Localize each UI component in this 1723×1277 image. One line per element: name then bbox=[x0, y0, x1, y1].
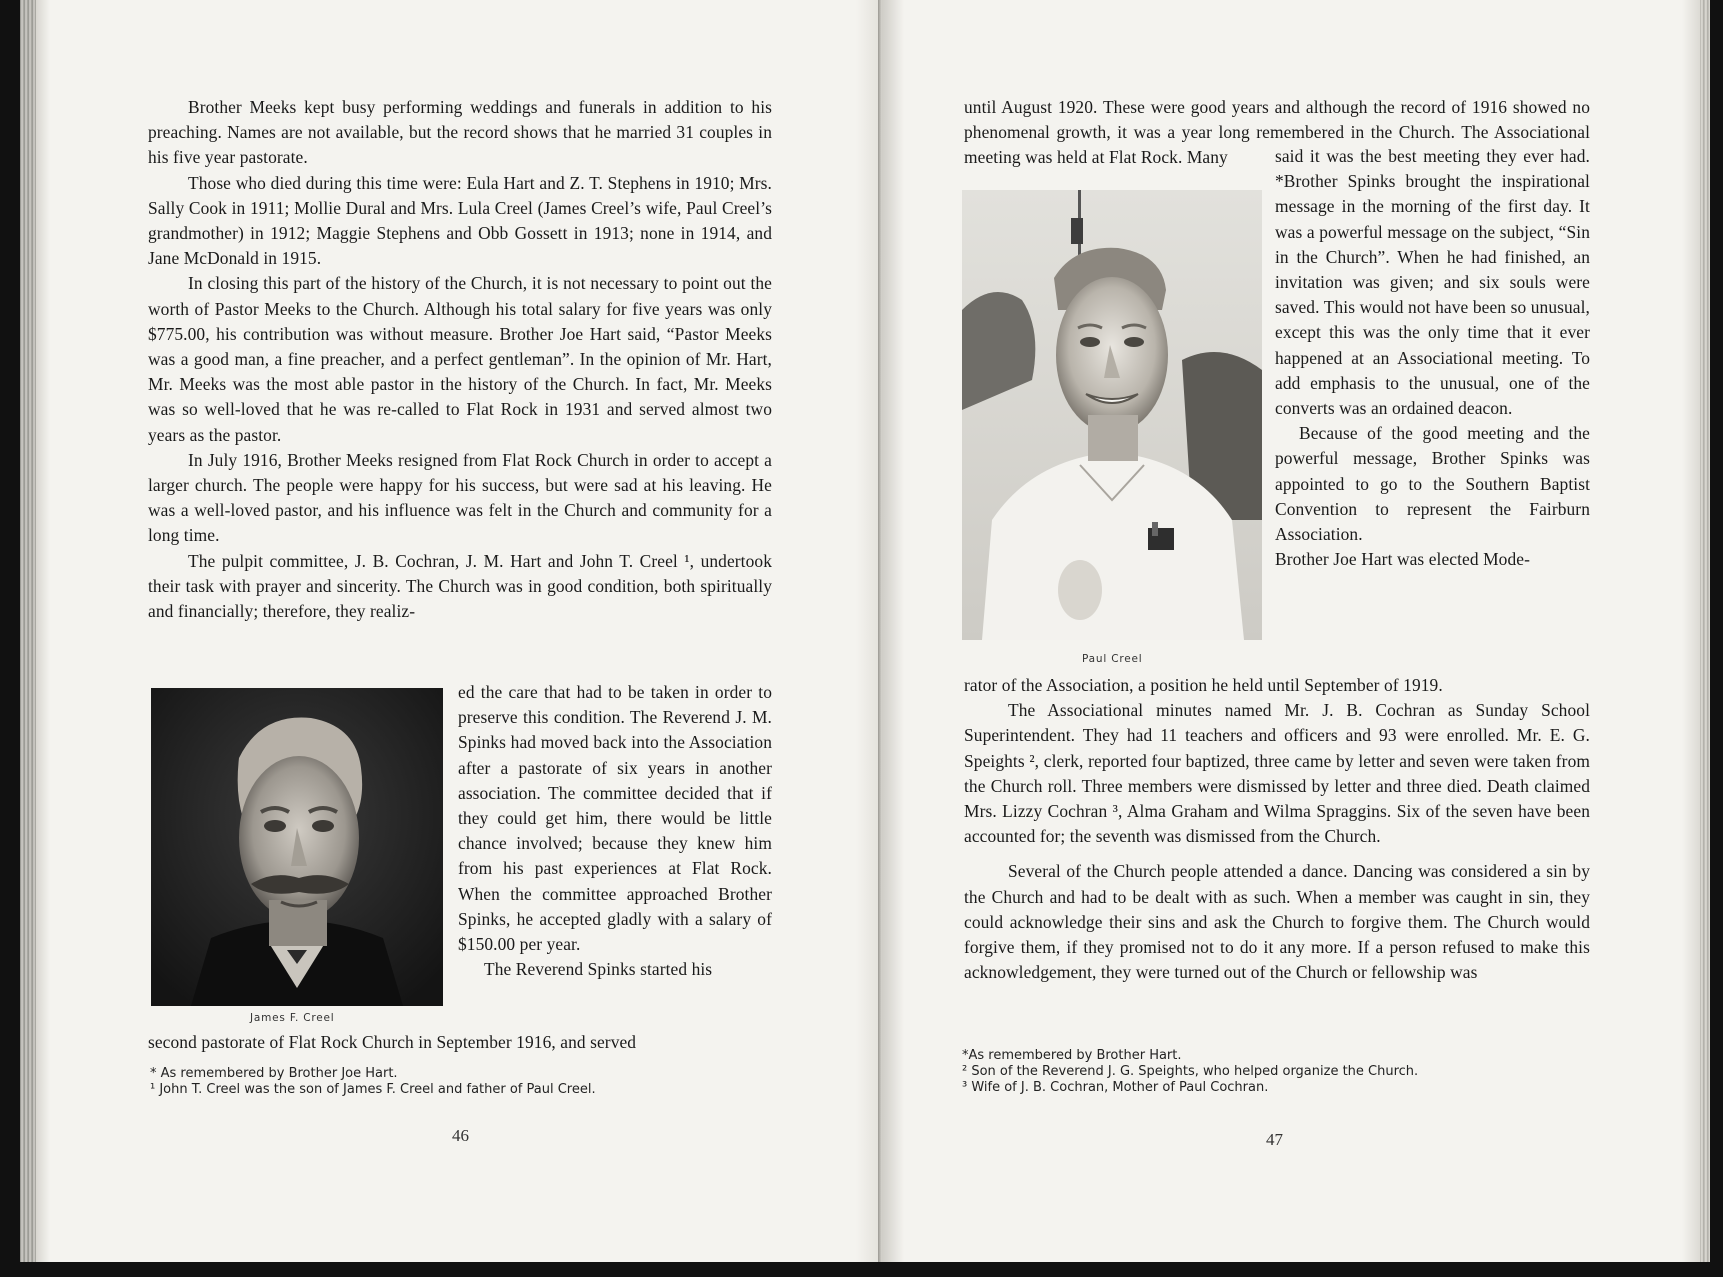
footnote: * As remembered by Brother Joe Hart. bbox=[150, 1066, 398, 1081]
page-number: 46 bbox=[452, 1126, 469, 1145]
paragraph: Brother Joe Hart was elected Mode- bbox=[1275, 549, 1530, 570]
paragraph: Several of the Church people attended a dance. Dancing was considered a sin by the Church and had to be dealt with as such. When a member was caught in sin, they could acknowledge their sins and ask the Church to forgive them. The Church would forgive them, if they promised not to do it any more. If a person refused to make this acknowledgement, they were turned out of the Church or fellowship was bbox=[964, 861, 1590, 983]
left-footnotes bbox=[150, 1066, 790, 1098]
right-footnotes bbox=[962, 1048, 1612, 1096]
footnote: ¹ John T. Creel was the son of James F. Creel and father of Paul Creel. bbox=[150, 1082, 596, 1097]
left-body-text bbox=[148, 95, 772, 624]
photo-caption: James F. Creel bbox=[250, 1012, 335, 1024]
photo-caption: Paul Creel bbox=[1082, 653, 1143, 665]
paragraph: until August 1920. These were good years and although the record of 1916 showed no phenomenal growth, it was a year long remembered in the Church. The Associational meeting was held at Flat Rock. Many bbox=[964, 97, 1590, 168]
paragraph: The Reverend Spinks started his bbox=[484, 959, 713, 980]
left-closing-line bbox=[148, 1030, 772, 1055]
paragraph: In July 1916, Brother Meeks resigned from Flat Rock Church in order to accept a larger church. The people were happy for his success, but were sad at his leaving. He was a well-loved pastor, and his influence was felt in the Church and community for a long time. bbox=[148, 449, 772, 546]
footnote: *As remembered by Brother Hart. bbox=[962, 1048, 1182, 1063]
right-wrap-text bbox=[1275, 144, 1590, 572]
paragraph: Because of the good meeting and the powerful message, Brother Spinks was appointed to go to the Southern Baptist Convention to represent the Fairburn Association. bbox=[1275, 423, 1590, 545]
paragraph: rator of the Association, a position he held until September of 1919. bbox=[964, 675, 1443, 695]
paragraph: said it was the best meeting they ever had. *Brother Spinks brought the inspirational message in the morning of the first day. It was a powerful message on the subject, “Sin in the Church”. When he had finished, an invitation was given; and six souls were saved. This would not have been so unusual, except this was the only time that it ever happened at an Associational meeting. To add emphasis to the unusual, one of the converts was an ordained deacon. bbox=[1275, 146, 1590, 419]
paragraph: ed the care that had to be taken in order to preserve this condition. The Reverend J. M. Spinks had moved back into the Association after a pastorate of six years in another association. The committee decided that if they could get him, there would be little chance involved; because they knew him from his past experiences at Flat Rock. When the committee approached Brother Spinks, he accepted gladly with a salary of $150.00 per year. bbox=[458, 682, 772, 955]
paragraph: second pastorate of Flat Rock Church in September 1916, and served bbox=[148, 1032, 637, 1052]
footnote: ² Son of the Reverend J. G. Speights, who helped organize the Church. bbox=[962, 1064, 1419, 1079]
left-wrap-text bbox=[458, 680, 772, 982]
page-number: 47 bbox=[1266, 1130, 1283, 1149]
right-body-text bbox=[964, 673, 1590, 985]
paragraph: The pulpit committee, J. B. Cochran, J. M. Hart and John T. Creel ¹, undertook their task with prayer and sincerity. The Church was in good condition, both spiritually and financially; therefore, they realiz- bbox=[148, 550, 772, 622]
paragraph: Those who died during this time were: Eula Hart and Z. T. Stephens in 1910; Mrs. Sally Cook in 1911; Mollie Dural and Mrs. Lula Creel (James Creel’s wife, Paul Creel’s grandmother) in 1912; Maggie Stephens and Obb Gossett in 1913; none in 1914, and Jane McDonald in 1915. bbox=[148, 172, 772, 269]
portrait-photo-james-creel bbox=[151, 688, 443, 1006]
footnote: ³ Wife of J. B. Cochran, Mother of Paul Cochran. bbox=[962, 1080, 1269, 1095]
page-edges-left bbox=[20, 0, 36, 1262]
paragraph: The Associational minutes named Mr. J. B. Cochran as Sunday School Superintendent. They had 11 teachers and officers and 93 were enrolled. Mr. E. G. Speights ², clerk, reported four baptized, three came by letter and seven were taken from the Church roll. Three members were dismissed by letter and three died. Death claimed Mrs. Lizzy Cochran ³, Alma Graham and Wilma Spraggins. Six of the seven have been accounted for; the seventh was dismissed from the Church. bbox=[964, 700, 1590, 847]
paragraph: In closing this part of the history of the Church, it is not necessary to point out the worth of Pastor Meeks to the Church. Although his total salary for five years was only $775.00, his contribution was without measure. Brother Joe Hart said, “Pastor Meeks was a good man, a fine preacher, and a perfect gentleman”. In the opinion of Mr. Hart, Mr. Meeks was the most able pastor in the history of the Church. In fact, Mr. Meeks was so well-loved that he was re-called to Flat Rock in 1931 and served almost two years as the pastor. bbox=[148, 273, 772, 445]
portrait-photo-paul-creel bbox=[962, 190, 1262, 640]
page-edges-right bbox=[1700, 0, 1710, 1262]
paragraph: Brother Meeks kept busy performing weddings and funerals in addition to his preaching. Names are not available, but the record shows that he married 31 couples in his five year pastorate. bbox=[148, 97, 772, 168]
